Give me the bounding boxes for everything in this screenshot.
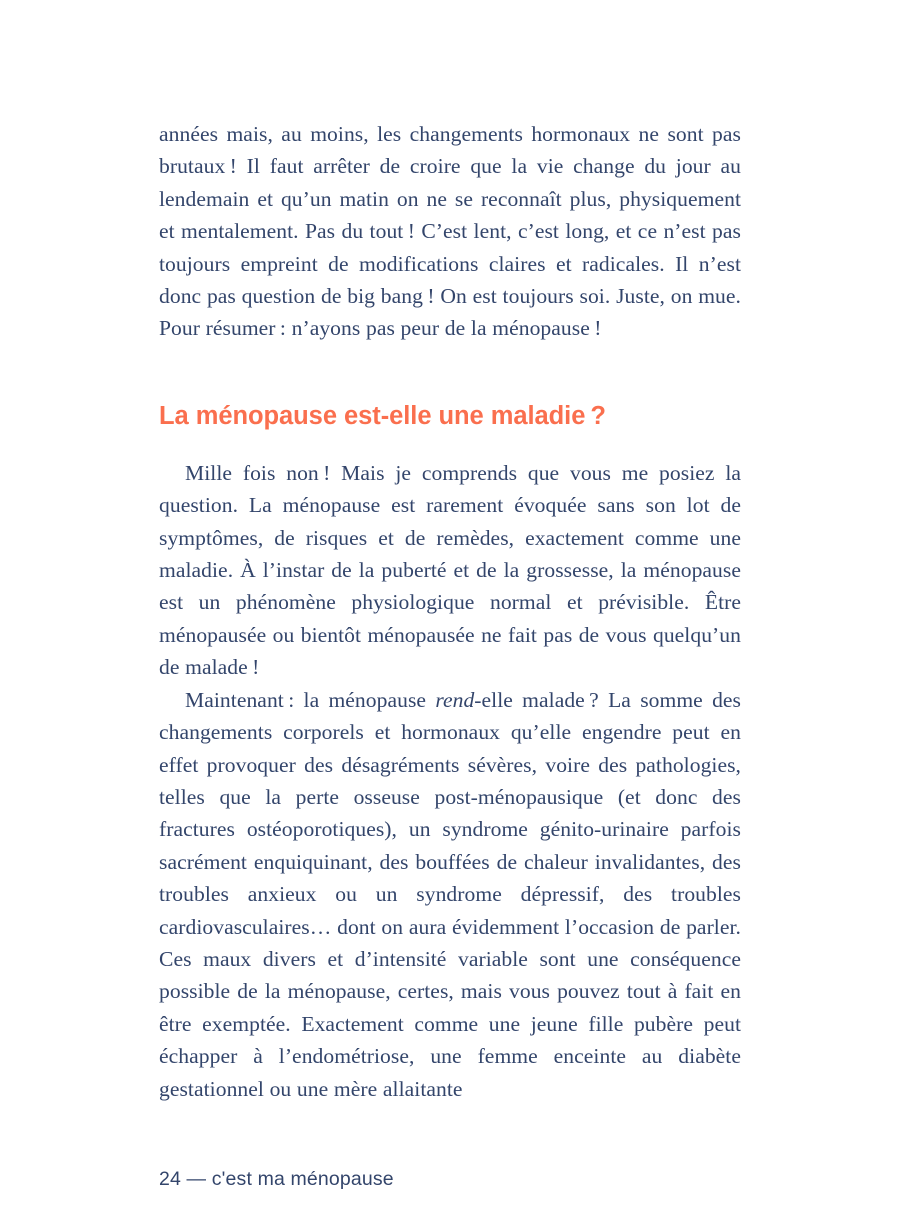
section-heading-block <box>159 345 741 457</box>
text-column <box>159 118 741 1105</box>
paragraph-maintenant-rest: -elle malade ? La somme des changements corporels et hormonaux qu’elle engendre peut en effet provoquer des désagréments sévères, voire des pathologies, telles que la perte osseuse post-ménopausique (et donc des fractures ostéoporotiques), un syndrome génito-urinaire parfois sacrément enquiquinant, des bouffées de chaleur invalidantes, des troubles anxieux ou un syndrome dépressif, des troubles cardiovasculaires… dont on aura évidemment l’occasion de parler. Ces maux divers et d’intensité variable sont une conséquence possible de la ménopause, certes, mais vous pouvez tout à fait en être exemptée. Exactement comme une jeune fille pubère peut échapper à l’endométriose, une femme enceinte au diabète gestationnel ou une mère allaitante <box>159 687 742 1101</box>
footer-page-label: 24 — c'est ma ménopause <box>159 1168 394 1190</box>
emphasis-rend: rend <box>435 687 475 712</box>
paragraph-maintenant-lead: Maintenant : la ménopause <box>185 687 436 712</box>
paragraph-mille-fois-non: Mille fois non ! Mais je comprends que vous me posiez la question. La ménopause est rarement évoquée sans son lot de symptômes, de risques et de remèdes, exactement comme une maladie. À l’instar de la puberté et de la grossesse, la ménopause est un phénomène physiologique normal et prévisible. Être ménopausée ou bientôt ménopausée ne fait pas de vous quelqu’un de malade ! <box>159 460 741 680</box>
page-footer <box>159 1166 741 1192</box>
section-heading: La ménopause est-elle une maladie ? <box>159 401 606 430</box>
paragraph-continued: années mais, au moins, les changements hormonaux ne sont pas brutaux ! Il faut arrêter de croire que la vie change du jour au lendemain et qu’un matin on ne se reconnaît plus, physiquement et mentalement. Pas du tout ! C’est lent, c’est long, et ce n’est pas toujours empreint de modifications claires et radicales. Il n’est donc pas question de big bang ! On est toujours soi. Juste, on mue. Pour résumer : n’ayons pas peur de la ménopause ! <box>159 122 741 341</box>
paragraph-maintenant <box>159 684 741 1105</box>
